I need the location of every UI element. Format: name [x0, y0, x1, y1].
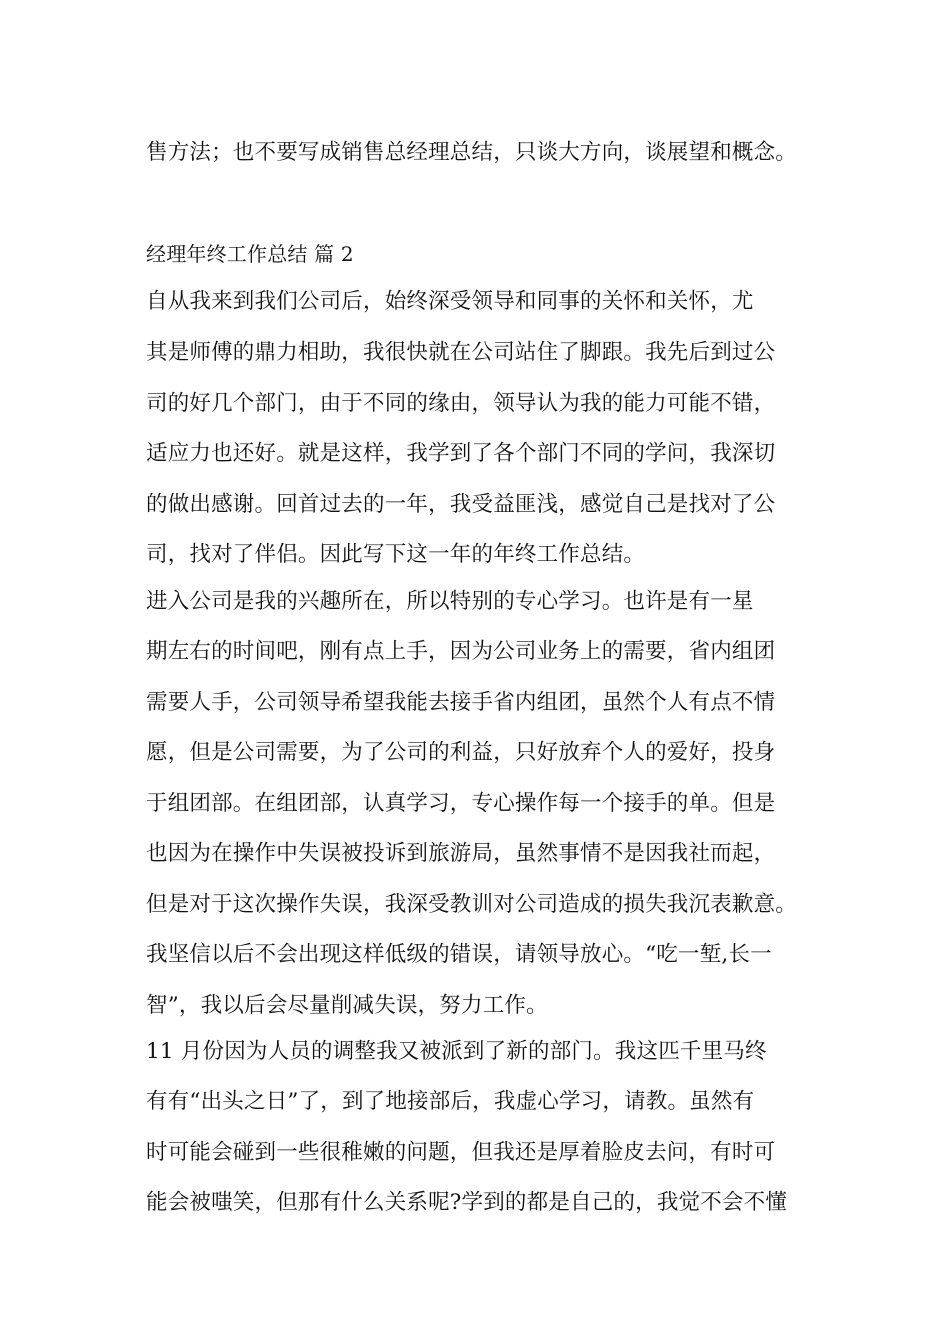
- paragraph-2-line-2: 期左右的时间吧，刚有点上手，因为公司业务上的需要，省内组团: [146, 639, 776, 664]
- paragraph-2-line-5: 于组团部。在组团部，认真学习，专心操作每一个接手的单。但是: [146, 791, 776, 816]
- paragraph-1-line-2: 其是师傅的鼎力相助，我很快就在公司站住了脚跟。我先后到过公: [146, 340, 776, 365]
- paragraph-3-line-1: 11 月份因为人员的调整我又被派到了新的部门。我这匹千里马终: [146, 1039, 767, 1064]
- paragraph-3-line-3: 时可能会碰到一些很稚嫩的问题，但我还是厚着脸皮去问，有时可: [146, 1140, 776, 1165]
- paragraph-1-line-6: 司，找对了伴侣。因此写下这一年的年终工作总结。: [146, 542, 646, 567]
- paragraph-2-line-7: 但是对于这次操作失误，我深受教训对公司造成的损失我沉表歉意。: [146, 892, 798, 917]
- top-fragment-line: 售方法；也不要写成销售总经理总结，只谈大方向，谈展望和概念。: [146, 140, 798, 165]
- paragraph-1-line-5: 的做出感谢。回首过去的一年，我受益匪浅，感觉自己是找对了公: [146, 492, 776, 517]
- paragraph-1-line-3: 司的好几个部门，由于不同的缘由，领导认为我的能力可能不错，: [146, 391, 776, 416]
- paragraph-2-line-9: 智”，我以后会尽量削减失误，努力工作。: [146, 993, 548, 1018]
- paragraph-2-line-6: 也因为在操作中失误被投诉到旅游局，虽然事情不是因我社而起，: [146, 841, 776, 866]
- paragraph-3-line-4: 能会被嗤笑，但那有什么关系呢?学到的都是自己的，我觉不会不懂: [146, 1190, 788, 1215]
- paragraph-2-line-4: 愿，但是公司需要，为了公司的利益，只好放弃个人的爱好，投身: [146, 740, 776, 765]
- paragraph-2-line-3: 需要人手，公司领导希望我能去接手省内组团，虽然个人有点不情: [146, 690, 776, 715]
- paragraph-1-line-4: 适应力也还好。就是这样，我学到了各个部门不同的学问，我深切: [146, 441, 776, 466]
- paragraph-2-line-8: 我坚信以后不会出现这样低级的错误，请领导放心。“吃一堑,长一: [146, 942, 772, 967]
- paragraph-3-line-2: 有有“出头之日”了，到了地接部后，我虚心学习，请教。虽然有: [146, 1089, 755, 1114]
- paragraph-2-line-1: 进入公司是我的兴趣所在，所以特别的专心学习。也许是有一星: [146, 589, 754, 614]
- section-title: 经理年终工作总结 篇 2: [146, 242, 354, 266]
- paragraph-1-line-1: 自从我来到我们公司后，始终深受领导和同事的关怀和关怀，尤: [146, 289, 754, 314]
